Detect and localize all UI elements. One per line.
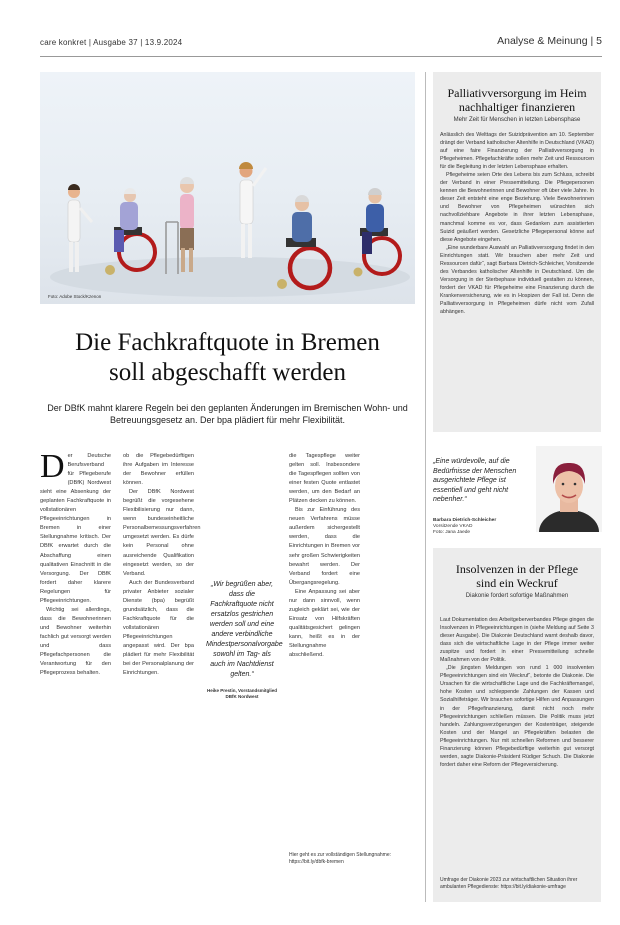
sidebar-title-line: Palliativversorgung im Heim bbox=[447, 86, 587, 100]
article-photo bbox=[40, 72, 415, 304]
section-page-label: Analyse & Meinung | 5 bbox=[497, 35, 602, 47]
pull-quote-attribution: Heike Prestin, Vorstandsmitglied DBfK Nordwest bbox=[207, 688, 277, 699]
article-source-link[interactable]: Hier geht es zur vollständigen Stellungnahme: https://bit.ly/dbfk-bremen bbox=[289, 852, 392, 865]
photo-credit: Foto: Adobe Stock/Kzenon bbox=[48, 294, 102, 299]
article-paragraph: ob die Pflegebedürftigen ihre Aufgaben im Interesse der Bewohner erfüllen können. bbox=[123, 453, 194, 487]
article-paragraph: er Deutsche Berufsverband für Pflegeberufe (DBfK) Nordwest sieht eine Absenkung der geplanten Fachkraftquote in vollstationären Pflegeeinrichtungen in Bremen in einer Stellungnahme kritisch. Der DBfK erwartet durch die Abschaffung einen qualitativen Einschnitt in die Versorgung. Der DBfK fordert daher klarere Regelungen für Pflegeeinrichtungen. bbox=[40, 453, 111, 604]
portrait-caption bbox=[433, 518, 533, 537]
issue-line: care konkret | Ausgabe 37 | 13.9.2024 bbox=[40, 38, 183, 47]
pull-quote bbox=[206, 580, 283, 700]
article-column-1 bbox=[40, 448, 111, 678]
article-paragraph: Auch der Bundesverband privater Anbieter sozialer Dienste (bpa) begrüßt grundsätzlich, dass die Fachkraftquote für die vollstationären Pflegeeinrichtungen angepasst wird. Der bpa plädiert für mehr Flexibilität bei der Personalplanung der Einrichtungen. bbox=[123, 579, 194, 677]
sidebar-title-line: Insolvenzen in der Pflege bbox=[455, 562, 579, 576]
sidebar-palliative-subtitle: Mehr Zeit für Menschen in letzten Lebensphase bbox=[453, 117, 581, 123]
article-paragraph: die Tagespflege weiter gelten soll. Insbesondere die Tagespflegen sollten von einer festen Quote entlastet werden, um den Bedarf an Plätzen decken zu können. bbox=[289, 453, 360, 505]
sidebar-title-line: nachhaltiger finanzieren bbox=[458, 100, 576, 114]
sidebar-palliative-body bbox=[440, 131, 594, 316]
article-lead: Der DBfK mahnt klarere Regeln bei den geplanten Änderungen im Bremischen Wohn- und Betreuungsgesetz an. Der bpa plädiert für mehr Flexibilität. bbox=[47, 403, 408, 425]
sidebar-palliative-title bbox=[433, 86, 601, 114]
sidebar-paragraph: „Eine wunderbare Auswahl an Palliativversorgung findet in den Einrichtungen statt. Wir brauchen aber mehr Zeit und Ressourcen dafür“, sagt Barbara Dietrich-Schleicher, Vorsitzende des Verbandes katholischer Altenhilfe in Deutschland. Um die Versorgung in der Sterbephase individuell gestalten zu können, fordert der VKAD für Pflegeheime eine Finanzierung durch die Krankenversicherung, wie es in Hospizen der Fall ist. Denn die Palliativversorgung in Pflegeheimen dürfe nicht vom Zufall abhängen. bbox=[440, 244, 594, 316]
article-paragraph: Wichtig sei allerdings, dass die Bewohnerinnen und Bewohner weiterhin fachlich gut versorgt werden und dass Pflegefachpersonen die Verantwortung für den Pflegeprozess behalten. bbox=[40, 606, 111, 677]
article-paragraph: Der DBfK Nordwest begrüßt die vorgesehene Flexibilisierung nur dann, wenn bundeseinheitliche Personalbemessungsverfahren umgesetzt werden. Es dürfe kein Personal ohne ausreichende Qualifikation eingesetzt werden, so der Verband. bbox=[123, 489, 201, 577]
portrait-photo bbox=[536, 446, 602, 532]
sidebar-insolvency-title bbox=[433, 562, 601, 590]
drop-cap: D bbox=[40, 448, 65, 485]
sidebar-paragraph: Laut Dokumentation des Arbeitgeberverbandes Pflege gingen die Insolvenzen in Pflegeeinrichtungen in (siehe Meldung auf Seite 3 dieser Ausgabe). Die Diakonie Deutschland warnt deshalb davor, dass sich die wirtschaftliche Lage in der Pflege immer weiter zuspitze und fordert in einer Pressemitteilung schnelle Maßnahmen von der Politik. bbox=[440, 617, 594, 664]
sidebar-title-line: sind ein Weckruf bbox=[476, 576, 558, 590]
header-divider bbox=[40, 56, 602, 57]
sidebar-insolvency-source-link[interactable]: Umfrage der Diakonie 2023 zur wirtschaftlichen Situation ihrer ambulanten Pflegedienste: https://bit.ly/diakonie-umfrage bbox=[440, 877, 578, 890]
article-column-2 bbox=[123, 452, 201, 678]
headline-line-2: soll abgeschafft werden bbox=[109, 359, 346, 386]
pull-quote-text: „Wir begrüßen aber, dass die Fachkraftquote nicht ersatzlos gestrichen werden soll und eine andere verbindliche Mindestpersonalvorgabe sowohl im Tag- als auch im Nachtdienst gelten.“ bbox=[206, 581, 283, 678]
column-divider bbox=[425, 72, 426, 902]
portrait-quote-text: „Eine würdevolle, auf die Bedürfnisse der Menschen ausgerichtete Pflege ist essentiell und geht nicht nebenher.“ bbox=[433, 458, 517, 503]
sidebar-insolvency-body bbox=[440, 616, 594, 769]
article-paragraph: Eine Anpassung sei aber nur dann sinnvoll, wenn zugleich geklärt sei, wie der Einsatz von Hilfskräften qualitätsgesichert gelingen kann, heißt es in der Stellungnahme abschließend. bbox=[289, 588, 360, 659]
portrait-credit: Foto: Jana Jaede bbox=[433, 530, 471, 536]
nursing-home-figurines-illustration bbox=[40, 72, 415, 304]
portrait-role: Vorsitzende VKAD bbox=[433, 524, 473, 530]
sidebar-paragraph: Anlässlich des Welttags der Suizidprävention am 10. September drängt der Verband katholischer Altenhilfe in Deutschland (VKAD) auf eine faire Finanzierung der Palliativversorgung in Pflegeheimen. Pflegefachkräfte sollen mehr Zeit und Ressourcen für die Begleitung in der letzten Lebensphase erhalten. bbox=[440, 132, 594, 171]
article-headline bbox=[40, 328, 415, 388]
portrait-name: Barbara Dietrich-Schleicher bbox=[433, 518, 497, 523]
article-paragraph: Bis zur Einführung des neuen Verfahrens müsse außerdem sichergestellt werden, dass die Einrichtungen in Bremen vor sehr großen Schwierigkeiten bewahrt werden. Der Verband fordert eine Übergangsregelung. bbox=[289, 507, 360, 586]
sidebar-insolvency-subtitle: Diakonie fordert sofortige Maßnahmen bbox=[465, 593, 569, 599]
sidebar-paragraph: „Die jüngsten Meldungen von rund 1 000 insolventen Pflegeeinrichtungen sind ein Weckruf“, betonte die Diakonie. Die Ursachen für die wirtschaftliche Lage und die Fachkräftemangel, hohe Kosten und schleppende Zahlungen der Kassen und Sozialhilfeträger. Wir brauchen sofortige Hilfen und Anpassungen in der Pflegefinanzierung, damit nicht noch mehr Pflegeeinrichtungen schließen müssen. Die Politik muss jetzt handeln. Zahlungsverzögerungen der Kostenträger, steigende Kosten und der Mangel an Pflegekräften belasten die Pflegeeinrichtungen. Nur mit schnellen Reformen und besserer Finanzierung können Pflegebedürftige weiterhin gut versorgt werden, sagte Diakonie-Präsident Rüdiger Schuch. Die Diakonie fordert daher eine Reform der Pflegeversicherung. bbox=[440, 665, 594, 768]
headline-line-1: Die Fachkraftquote in Bremen bbox=[75, 329, 380, 356]
sidebar-paragraph: Pflegeheime seien Orte des Lebens bis zum Schluss, schreibt der Verband in einer Pressemitteilung. Die Pflegepersonen kennen die Bewohnerinnen und Bewohner oft über viele Jahre. In dieser Zeit entsteht eine enge Beziehung. Viele Bewohnerinnen und Bewohner von Pflegeheimen wünschten sich nachvollziehbare Angebote in ihrer letzten Lebensphase, manchmal komme es vor, dass Gedanken zum assistierten Suizid geäußert werden. Gesetzliche Pflegepersonal könne auf diese Angebote eingehen. bbox=[440, 172, 594, 243]
article-column-3 bbox=[289, 452, 360, 660]
